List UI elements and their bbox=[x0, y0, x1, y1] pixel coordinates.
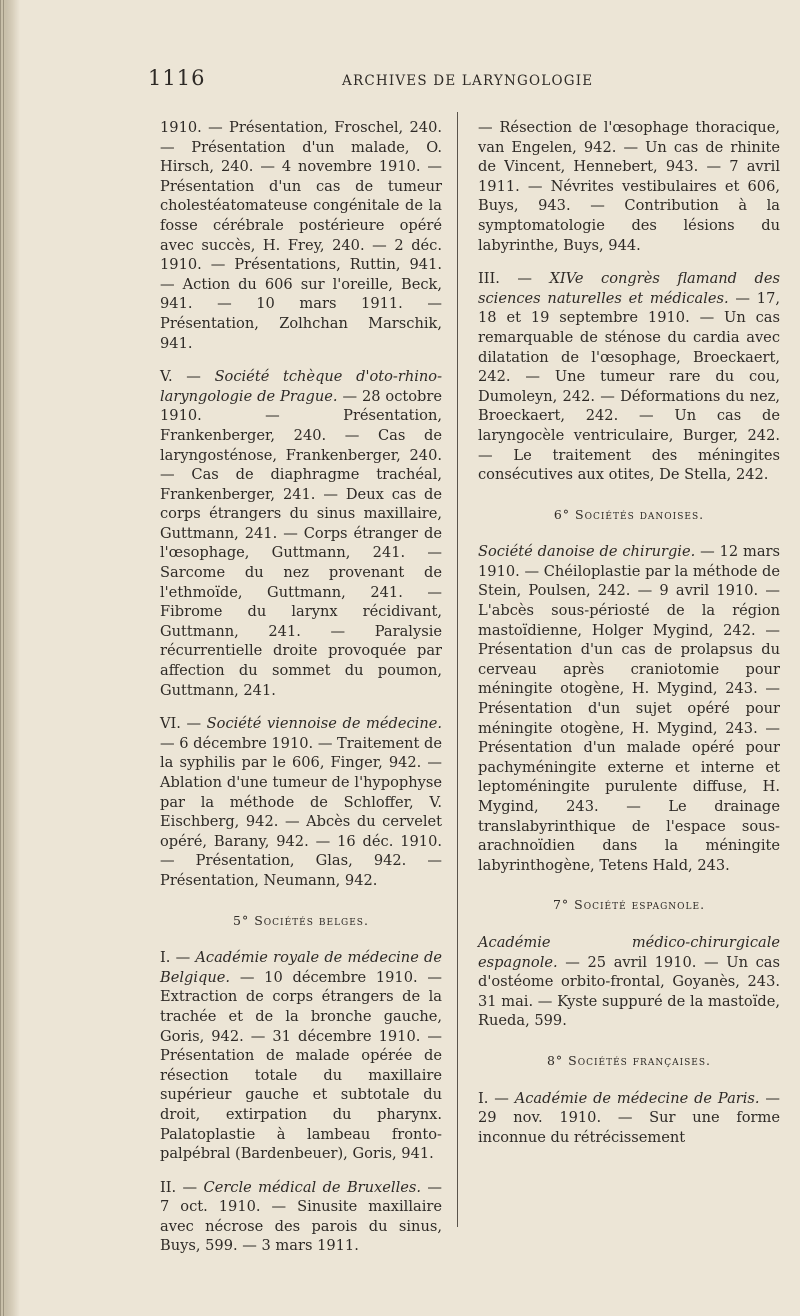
paragraph-text: — 28 octobre 1910. — Présentation, Frankenberger, 240. — Cas de laryngosténose, Frankenberger, 240. — Cas de diaphragme trachéal, Frankenberger, 241. — Deux cas de corps étrangers du sinus maxillaire, Guttmann, 241. — Corps étranger de l'œsophage, Guttmann, 241. — Sarcome du nez provenant de l'ethmoïde, Guttmann, 241. — Fibrome du larynx récidivant, Guttmann, 241. — Paralysie récurrentielle droite provoquée par affection du sommet du poumon, Guttmann, 241. bbox=[160, 387, 442, 699]
heading-text: Sociétés françaises. bbox=[568, 1052, 712, 1068]
heading-number: 8° bbox=[546, 1052, 569, 1068]
society-title: Société danoise de chirurgie. bbox=[478, 543, 696, 561]
society-title: Académie de médecine de Paris. bbox=[514, 1089, 760, 1107]
page-binding-edge bbox=[0, 0, 6, 1316]
heading-text: Société espagnole. bbox=[574, 897, 706, 913]
right-column bbox=[478, 118, 780, 1161]
paragraph-text: — 12 mars 1910. — Chéiloplastie par la méthode de Stein, Poulsen, 242. — 9 avril 1910. — L'abcès sous-périosté de la région mastoïdienne, Holger Mygind, 242. — Présentation d'un cas de prolapsus du cerveau après craniotomie pour méningite otogène, H. Mygind, 243. — Présentation d'un sujet opéré pour méningite otogène, H. Mygind, 243. — Présentation d'un malade opéré pour pachyméningite externe et interne et leptoméningite purulente diffuse, H. Mygind, 243. — Le drainage translabyrinthique de l'espace sous-arachnoïdien dans la méningite labyrinthogène, Tetens Hald, 243. bbox=[478, 543, 780, 874]
page-number: 1116 bbox=[148, 66, 206, 90]
society-title: Académie royale de médecine de Belgique. bbox=[160, 949, 442, 986]
left-column bbox=[160, 118, 442, 1270]
paragraph-text: — 7 oct. 1910. — Sinusite maxillaire avec nécrose des parois du sinus, Buys, 599. — 3 mars 1911. bbox=[160, 1178, 442, 1255]
society-title: Académie médico-chirurgicale espagnole. bbox=[478, 933, 780, 971]
section-heading-belges bbox=[160, 911, 442, 931]
section-number: V. — bbox=[160, 368, 215, 386]
heading-text: Sociétés danoises. bbox=[575, 506, 705, 522]
running-title: ARCHIVES DE LARYNGOLOGIE bbox=[342, 73, 594, 89]
section-number: III. — bbox=[478, 270, 550, 288]
column-divider bbox=[457, 112, 458, 1227]
paragraph-cercle-bruxelles bbox=[160, 1178, 442, 1256]
paragraph-academie-belgique bbox=[160, 948, 442, 1164]
section-heading-danoises bbox=[478, 505, 780, 525]
section-number: I. — bbox=[478, 1089, 515, 1107]
paragraph-text: — 25 avril 1910. — Un cas d'ostéome orbito-frontal, Goyanès, 243. 31 mai. — Kyste suppuré de la mastoïde, Rueda, 599. bbox=[478, 953, 780, 1030]
paragraph-text: — 6 décembre 1910. — Traitement de la syphilis par le 606, Finger, 942. — Ablation d'une tumeur de l'hypophyse par la méthode de Schloffer, V. Eischberg, 942. — Abcès du cervelet opéré, Barany, 942. — 16 déc. 1910. — Présentation, Glas, 942. — Présentation, Neumann, 942. bbox=[160, 734, 442, 889]
paragraph-societe-tcheque bbox=[160, 367, 442, 700]
heading-number: 6° bbox=[553, 506, 576, 522]
heading-text: Sociétés belges. bbox=[254, 912, 369, 928]
society-title: Cercle médical de Bruxelles. bbox=[203, 1178, 422, 1196]
paragraph-text: — 10 décembre 1910. — Extraction de corps étrangers de la trachée et de la bronche gauche, Goris, 942. — 31 décembre 1910. — Présentation de malade opérée de résection totale du maxillaire supérieur gauche et subtotale du droit, extirpation du pharynx. Palatoplastie à lambeau fronto-palpébral (Bardenbeuer), Goris, 941. bbox=[160, 968, 442, 1163]
paragraph-continuation: — Résection de l'œsophage thoracique, van Engelen, 942. — Un cas de rhinite de Vincent, Hennebert, 943. — 7 avril 1911. — Névrites vestibulaires et 606, Buys, 943. — Contribution à la symptomatologie des lésions du labyrinthe, Buys, 944. bbox=[478, 119, 780, 254]
section-number: VI. — bbox=[160, 715, 207, 733]
section-heading-francaises bbox=[478, 1051, 780, 1071]
heading-number: 7° bbox=[552, 897, 575, 913]
paragraph-academie-espagnole bbox=[478, 933, 780, 1031]
society-title: XIVe congrès flamand des sciences naturelles et médicales. bbox=[478, 270, 780, 307]
paragraph-societe-viennoise bbox=[160, 714, 442, 890]
paragraph-text: — 17, 18 et 19 septembre 1910. — Un cas remarquable de sténose du cardia avec dilatation de l'œsophage, Broeckaert, 242. — Une tumeur rare du cou, Dumoleyn, 242. — Déformations du nez, Broeckaert, 242. — Un cas de laryngocèle ventriculaire, Burger, 242. — Le traitement des méningites consécutives aux otites, De Stella, 242. bbox=[478, 289, 780, 484]
section-number: II. — bbox=[160, 1178, 204, 1196]
society-title: Société viennoise de médecine. bbox=[206, 715, 442, 733]
paragraph-congres-flamand bbox=[478, 269, 780, 485]
paragraph-societe-danoise bbox=[478, 542, 780, 875]
paragraph-academie-paris bbox=[478, 1089, 780, 1148]
section-number: I. — bbox=[160, 949, 196, 967]
paragraph-continuation: 1910. — Présentation, Froschel, 240. — Présentation d'un malade, O. Hirsch, 240. — 4 novembre 1910. — Présentation d'un cas de tumeur cholestéatomateuse congénitale de la fosse cérébrale postérieure opéré avec succès, H. Frey, 240. — 2 déc. 1910. — Présentations, Ruttin, 941. — Action du 606 sur l'oreille, Beck, 941. — 10 mars 1911. — Présentation, Zolhchan Marschik, 941. bbox=[160, 119, 442, 352]
paragraph-text: — 29 nov. 1910. — Sur une forme inconnue du rétrécissement bbox=[478, 1089, 781, 1146]
page-header bbox=[148, 66, 758, 102]
heading-number: 5° bbox=[233, 912, 255, 928]
society-title: Société tchèque d'oto-rhino-laryngologie de Prague. bbox=[160, 368, 442, 405]
section-heading-espagnole bbox=[478, 895, 780, 915]
